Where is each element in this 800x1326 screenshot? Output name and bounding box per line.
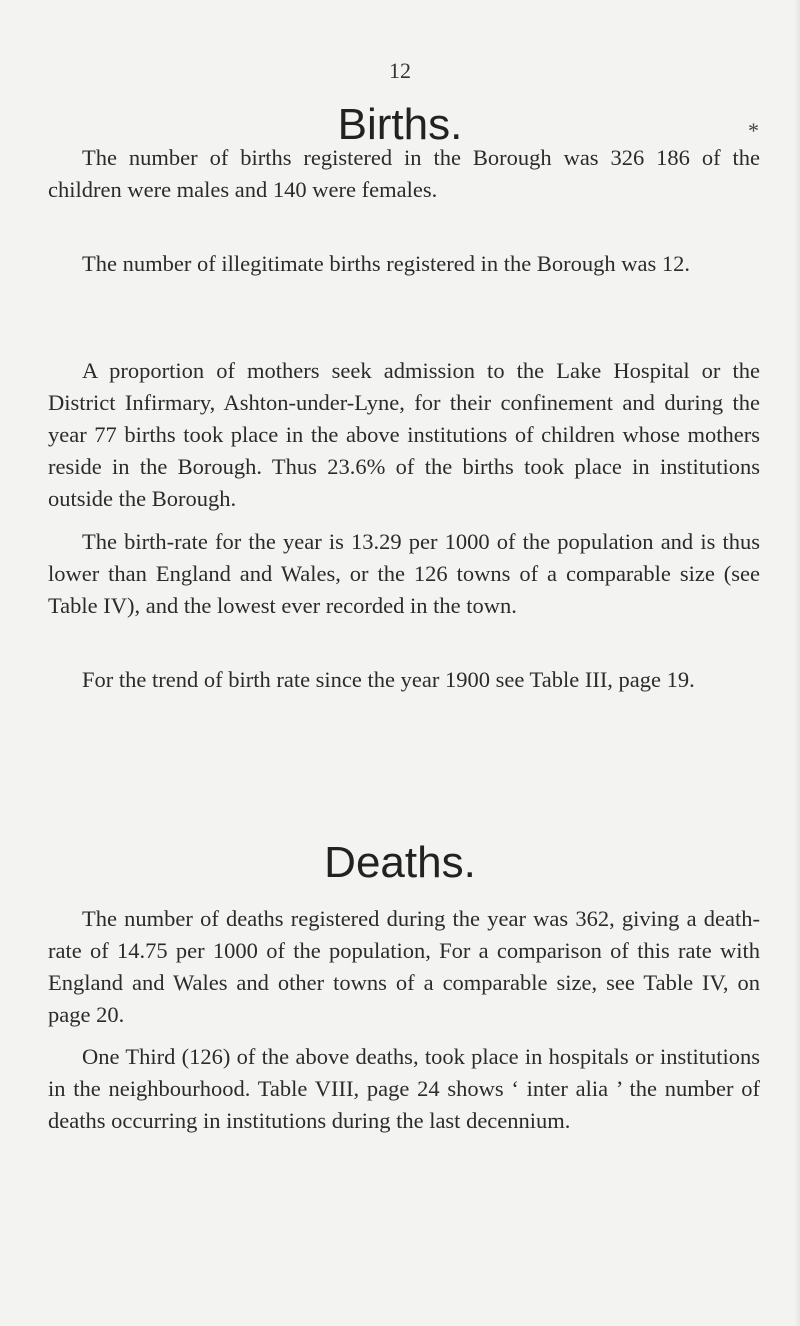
- births-paragraph-4: The birth-rate for the year is 13.29 per 1000 of the population and is thus lower than England and Wales, or the 126 towns of a comparable size (see Table IV), and the lowest ever recorded in the town.: [48, 529, 760, 618]
- births-paragraph-2: The number of illegitimate births registered in the Borough was 12.: [82, 251, 690, 276]
- deaths-paragraph-1: The number of deaths registered during the year was 362, giving a death-rate of 14.75 per 1000 of the population, For a comparison of this rate with England and Wales and other towns of a comparable size, see Table IV, on page 20.: [48, 906, 760, 1027]
- births-paragraph-5: For the trend of birth rate since the year 1900 see Table III, page 19.: [82, 667, 695, 692]
- births-heading: Births.: [337, 100, 463, 149]
- margin-mark: *: [748, 118, 759, 143]
- page-edge-shadow: [794, 0, 800, 1326]
- page-number: 12: [389, 58, 411, 83]
- deaths-paragraph-2: One Third (126) of the above deaths, took place in hospitals or institutions in the neighbourhood. Table VIII, page 24 shows ‘ inter alia ’ the number of deaths occurring in institutions during the last decennium.: [48, 1044, 760, 1133]
- births-paragraph-1: The number of births registered in the Borough was 326 186 of the children were males and 140 were females.: [48, 145, 760, 202]
- deaths-heading: Deaths.: [324, 838, 476, 887]
- births-paragraph-3: A proportion of mothers seek admission to the Lake Hospital or the District Infirmary, Ashton-under-Lyne, for their confinement and during the year 77 births took place in the above institutions of children whose mothers reside in the Borough. Thus 23.6% of the births took place in institutions outside the Borough.: [48, 358, 760, 511]
